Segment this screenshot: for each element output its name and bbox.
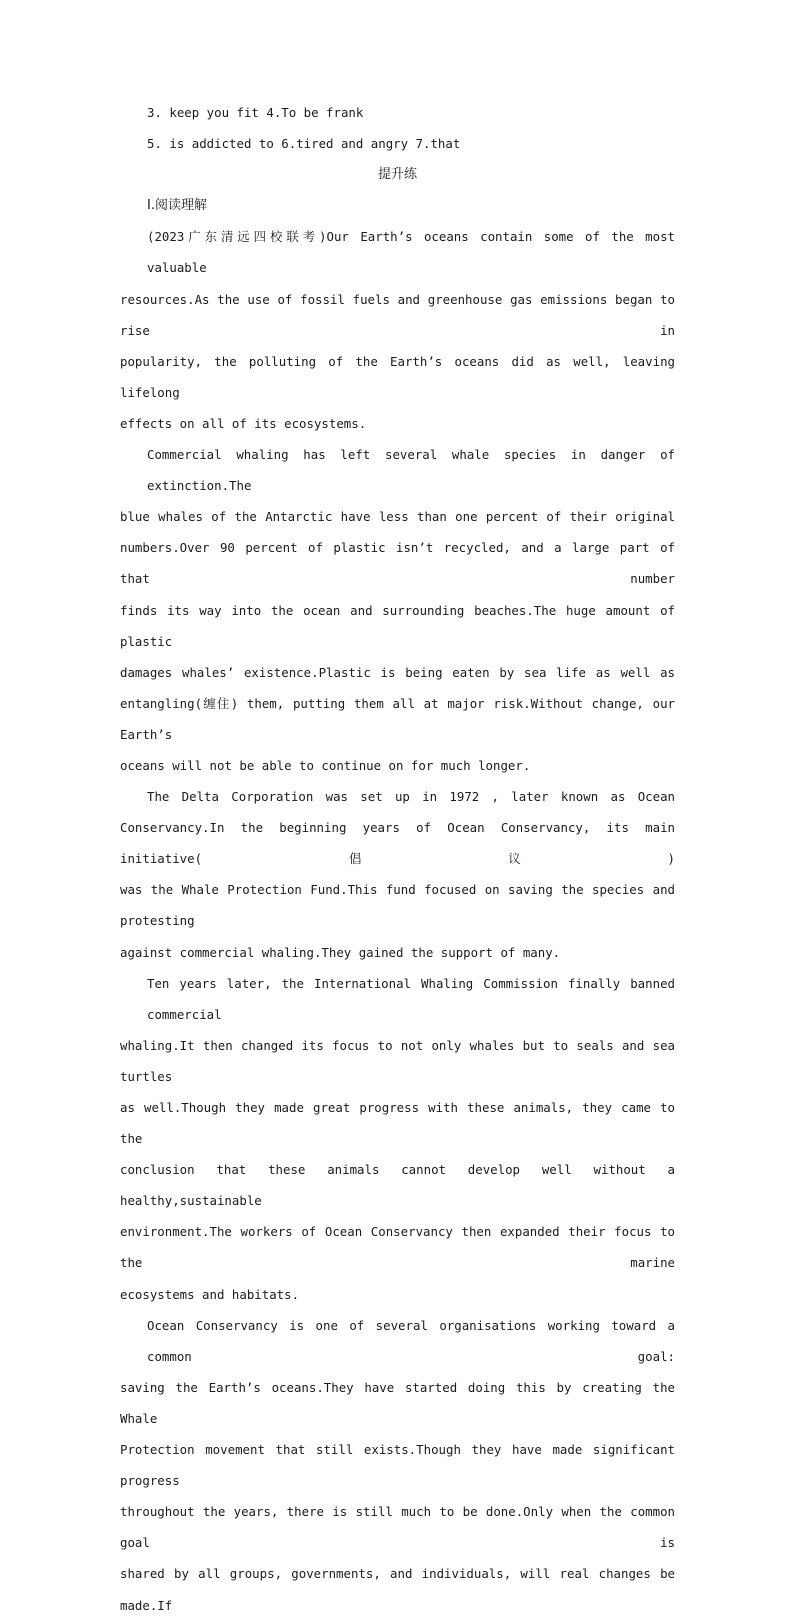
- text-line: as well.Though they made great progress with these animals, they came to the: [120, 1100, 675, 1147]
- text-line: The Delta Corporation was set up in 1972 , later known as Ocean: [147, 789, 675, 805]
- text-line: damages whales’ existence.Plastic is being eaten by sea life as well as: [120, 664, 675, 680]
- section-heading: 提升练: [377, 167, 417, 183]
- text-line: (2023广东清远四校联考)Our Earth’s oceans contain some of the most valuable: [147, 229, 675, 276]
- text-line: Ocean Conservancy is one of several organisations working toward a common goal:: [147, 1317, 675, 1364]
- text-line: entangling(缠住) them, putting them all at major risk.Without change, our Earth’s: [120, 695, 675, 742]
- paragraph: [120, 439, 675, 781]
- text-line: whaling.It then changed its focus to not only whales but to seals and sea turtles: [120, 1037, 675, 1084]
- text-line: environment.The workers of Ocean Conservancy then expanded their focus to the marine: [120, 1224, 675, 1271]
- text-line: shared by all groups, governments, and individuals, will real changes be made.If: [120, 1566, 675, 1613]
- paragraph: [120, 221, 675, 439]
- text-line: finds its way into the ocean and surrounding beaches.The huge amount of plastic: [120, 602, 675, 649]
- answer-line-2: 5. is addicted to 6.tired and angry 7.that: [147, 136, 461, 152]
- text-line: popularity, the polluting of the Earth’s oceans did as well, leaving lifelong: [120, 353, 675, 400]
- text-line: against commercial whaling.They gained the support of many.: [120, 944, 561, 960]
- paragraph: [120, 781, 675, 968]
- text-line: Commercial whaling has left several whale species in danger of extinction.The: [147, 447, 675, 494]
- text-line: numbers.Over 90 percent of plastic isn’t recycled, and a large part of that number: [120, 540, 675, 587]
- answer-line-1: 3. keep you fit 4.To be frank: [147, 105, 364, 120]
- text-line: Ten years later, the International Whaling Commission finally banned commercial: [147, 975, 675, 1022]
- paragraph: [120, 1310, 675, 1621]
- paragraph: [120, 968, 675, 1310]
- text-line: ecosystems and habitats.: [120, 1286, 300, 1302]
- text-line: blue whales of the Antarctic have less than one percent of their original: [120, 509, 675, 525]
- text-line: Protection movement that still exists.Though they have made significant progress: [120, 1442, 675, 1489]
- text-line: throughout the years, there is still much to be done.Only when the common goal is: [120, 1504, 675, 1551]
- text-line: was the Whale Protection Fund.This fund focused on saving the species and protesting: [120, 882, 675, 929]
- document-page: [120, 97, 675, 1621]
- text-line: resources.As the use of fossil fuels and greenhouse gas emissions began to rise in: [120, 291, 675, 338]
- text-line: conclusion that these animals cannot develop well without a healthy,sustainable: [120, 1162, 675, 1209]
- section-title: Ⅰ.阅读理解: [147, 198, 207, 214]
- text-line: oceans will not be able to continue on for much longer.: [120, 757, 531, 773]
- text-line: effects on all of its ecosystems.: [120, 415, 367, 431]
- reading-passage: [120, 221, 675, 1620]
- text-line: saving the Earth’s oceans.They have started doing this by creating the Whale: [120, 1379, 675, 1426]
- text-line: Conservancy.In the beginning years of Ocean Conservancy, its main initiative(倡议): [120, 820, 675, 867]
